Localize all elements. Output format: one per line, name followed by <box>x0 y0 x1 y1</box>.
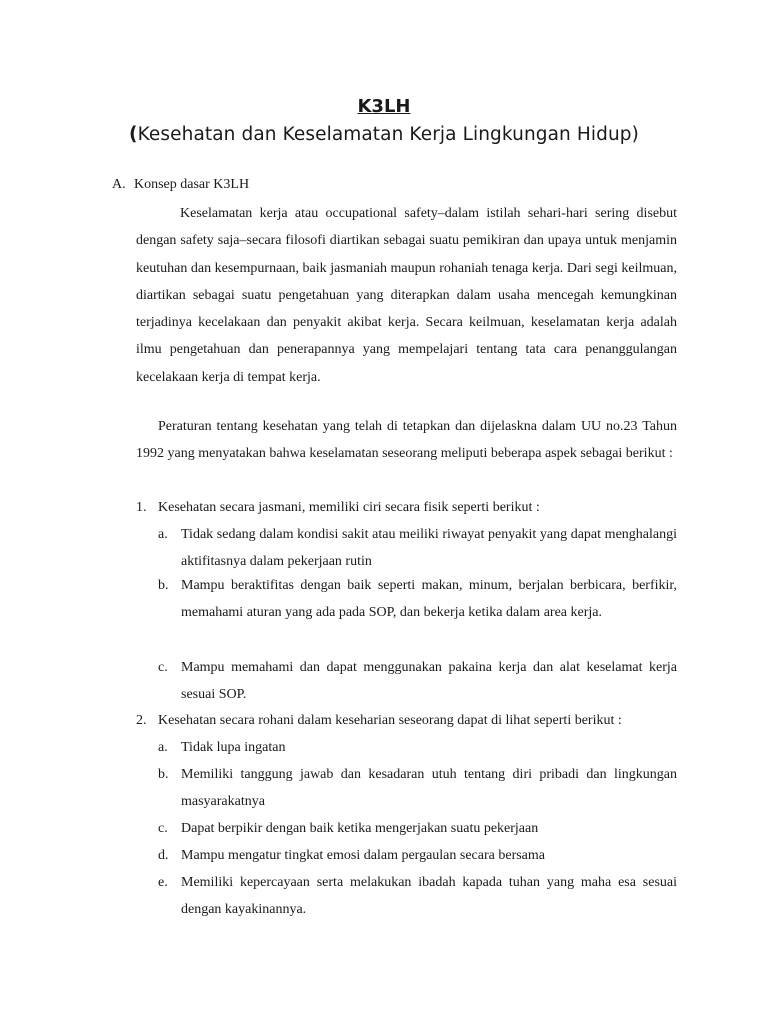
sub-item <box>158 655 677 709</box>
sub-item-text: Tidak sedang dalam kondisi sakit atau meiliki riwayat penyakit yang dapat menghalangi aktifitasnya dalam pekerjaan rutin <box>181 527 677 569</box>
sub-item-letter: e. <box>158 875 168 890</box>
sub-item-text: Memiliki tanggung jawab dan kesadaran utuh tentang diri pribadi dan lingkungan masyarakatnya <box>181 767 677 809</box>
list-number: 2. <box>136 713 147 728</box>
sub-item <box>158 735 677 762</box>
sub-item-text: Tidak lupa ingatan <box>181 740 286 755</box>
sub-item-text: Mampu beraktifitas dengan baik seperti makan, minum, berjalan berbicara, berfikir, memahami aturan yang ada pada SOP, dan bekerja ketika dalam area kerja. <box>181 578 677 620</box>
sub-item <box>158 843 677 870</box>
sub-item-letter: a. <box>158 740 168 755</box>
list-item-text: Kesehatan secara rohani dalam keseharian seseorang dapat di lihat seperti berikut : <box>158 713 622 728</box>
sub-item-letter: c. <box>158 660 168 675</box>
sub-item <box>158 522 677 576</box>
sub-item <box>158 762 677 816</box>
sub-item-text: Mampu mengatur tingkat emosi dalam pergaulan secara bersama <box>181 848 545 863</box>
paragraph-keselamatan-kerja: Keselamatan kerja atau occupational safety–dalam istilah sehari-hari sering disebut dengan safety saja–secara filosofi diartikan sebagai suatu pemikiran dan upaya untuk menjamin keutuhan dan kesempurnaan, baik jasmaniah maupun rohaniah tenaga kerja. Dari segi keilmuan, diartikan sebagai suatu pengetahuan yang diterapkan dalam usaha mencegah kemungkinan terjadinya kecelakaan dan penyakit akibat kerja. Secara keilmuan, keselamatan kerja adalah ilmu pengetahuan dan penerapannya yang mempelajari tentang tata cara penanggulangan kecelakaan kerja di tempat kerja. <box>136 206 677 385</box>
sub-item-letter: b. <box>158 578 169 593</box>
document-title: K3LH <box>357 96 411 117</box>
sub-item-text: Mampu memahami dan dapat menggunakan pakaina kerja dan alat keselamat kerja sesuai SOP. <box>181 660 677 702</box>
sub-item-letter: a. <box>158 527 168 542</box>
list-number: 1. <box>136 500 147 515</box>
paragraph-peraturan: Peraturan tentang kesehatan yang telah di tetapkan dan dijelaskna dalam UU no.23 Tahun 1992 yang menyatakan bahwa keselamatan seseorang meliputi beberapa aspek sebagai berikut : <box>136 419 677 461</box>
sub-item-text: Memiliki kepercayaan serta melakukan ibadah kapada tuhan yang maha esa sesuai dengan kayakinannya. <box>181 875 677 917</box>
section-letter: A. <box>112 177 126 192</box>
document-subtitle <box>0 124 768 145</box>
subtitle-text: Kesehatan dan Keselamatan Kerja Lingkungan Hidup) <box>137 124 639 145</box>
list-item-text: Kesehatan secara jasmani, memiliki ciri secara fisik seperti berikut : <box>158 500 540 515</box>
sub-item-letter: b. <box>158 767 169 782</box>
sub-item-letter: d. <box>158 848 169 863</box>
sub-item-text: Dapat berpikir dengan baik ketika mengerjakan suatu pekerjaan <box>181 821 539 836</box>
sub-item-letter: c. <box>158 821 168 836</box>
sub-item <box>158 573 677 627</box>
sub-item <box>158 870 677 924</box>
section-heading <box>112 177 249 193</box>
section-heading-text: Konsep dasar K3LH <box>134 177 250 192</box>
sub-item <box>158 816 677 843</box>
subtitle-open-paren: ( <box>129 124 138 145</box>
